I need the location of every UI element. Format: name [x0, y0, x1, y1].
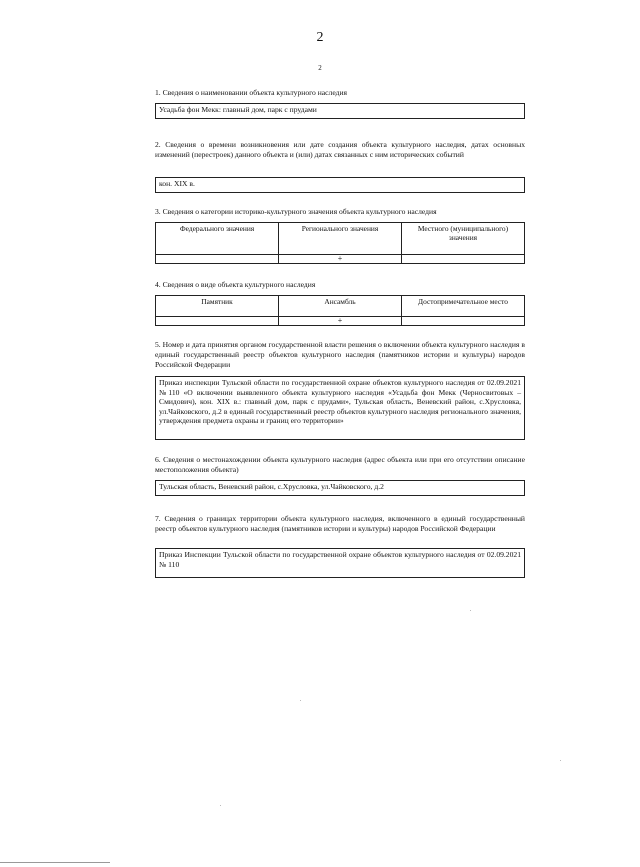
- scan-speck: [560, 760, 561, 761]
- category-mark-federal: [156, 255, 279, 264]
- creation-date: кон. XIX в.: [159, 179, 195, 188]
- type-mark-landmark: [402, 317, 525, 326]
- category-mark-regional: +: [279, 255, 402, 264]
- type-mark-row: [156, 317, 525, 326]
- section-5-value-box: [155, 376, 525, 440]
- category-col-federal: Федерального значения: [156, 223, 279, 255]
- type-table: [155, 295, 525, 326]
- section-1-value-box: [155, 103, 525, 119]
- section-6-value-box: [155, 480, 525, 496]
- object-address: Тульская область, Веневский район, с.Хрусловка, ул.Чайковского, д.2: [159, 482, 384, 491]
- section-7-value-box: [155, 548, 525, 578]
- section-7-heading: 7. Сведения о границах территории объекта культурного наследия, включенного в единый государственный реестр объектов культурного наследия (памятников истории и культуры) народов Российской Федерации: [155, 514, 525, 533]
- scan-speck: [470, 610, 471, 611]
- category-table: [155, 222, 525, 264]
- category-mark-row: [156, 255, 525, 264]
- section-3-heading: 3. Сведения о категории историко-культурного значения объекта культурного наследия: [155, 207, 437, 216]
- scan-edge-line: [0, 862, 110, 863]
- section-4-heading: 4. Сведения о виде объекта культурного наследия: [155, 280, 316, 289]
- category-mark-local: [402, 255, 525, 264]
- object-name: Усадьба фон Мекк: главный дом, парк с прудами: [159, 105, 317, 114]
- type-mark-monument: [156, 317, 279, 326]
- category-col-regional: Регионального значения: [279, 223, 402, 255]
- category-col-local: Местного (муниципального) значения: [402, 223, 525, 255]
- type-col-monument: Памятник: [156, 296, 279, 317]
- section-1-heading: 1. Сведения о наименовании объекта культурного наследия: [155, 88, 348, 97]
- type-col-landmark: Достопримечательное место: [402, 296, 525, 317]
- section-2-value-box: [155, 177, 525, 193]
- registry-decision: Приказ инспекции Тульской области по государственной охране объектов культурного наследия от 02.09.2021 №110 «О включении выявленного объекта культурного наследия «Усадьба фон Мекк (Черносвитовых – Смидович), кон. XIX в.: главный дом, парк с прудами», Тульская область, Веневский район, с.Хрусловка, ул.Чайковского, д.2 в единый государственный реестр объектов культурного наследия регионального значения, утверждения предмета охраны и границ его территории»: [159, 378, 521, 426]
- category-header-row: [156, 223, 525, 255]
- territory-boundaries: Приказ Инспекции Тульской области по государственной охране объектов культурного наследия от 02.09.2021 № 110: [159, 550, 521, 569]
- type-header-row: [156, 296, 525, 317]
- type-col-ensemble: Ансамбль: [279, 296, 402, 317]
- scan-speck: [300, 700, 301, 701]
- scan-speck: [220, 805, 221, 806]
- scanned-page-number: 2: [318, 64, 322, 72]
- section-6-heading: 6. Сведения о местонахождении объекта культурного наследия (адрес объекта или при его отсутствии описание местоположения объекта): [155, 455, 525, 474]
- page-number: 2: [316, 30, 324, 45]
- section-2-heading: 2. Сведения о времени возникновения или дате создания объекта культурного наследия, датах основных изменений (перестроек) данного объекта и (или) датах связанных с ним исторических событий: [155, 140, 525, 159]
- section-5-heading: 5. Номер и дата принятия органом государственной власти решения о включении объекта культурного наследия в единый государственный реестр объектов культурного наследия (памятников истории и культуры) народов Российской Федерации: [155, 340, 525, 369]
- type-mark-ensemble: +: [279, 317, 402, 326]
